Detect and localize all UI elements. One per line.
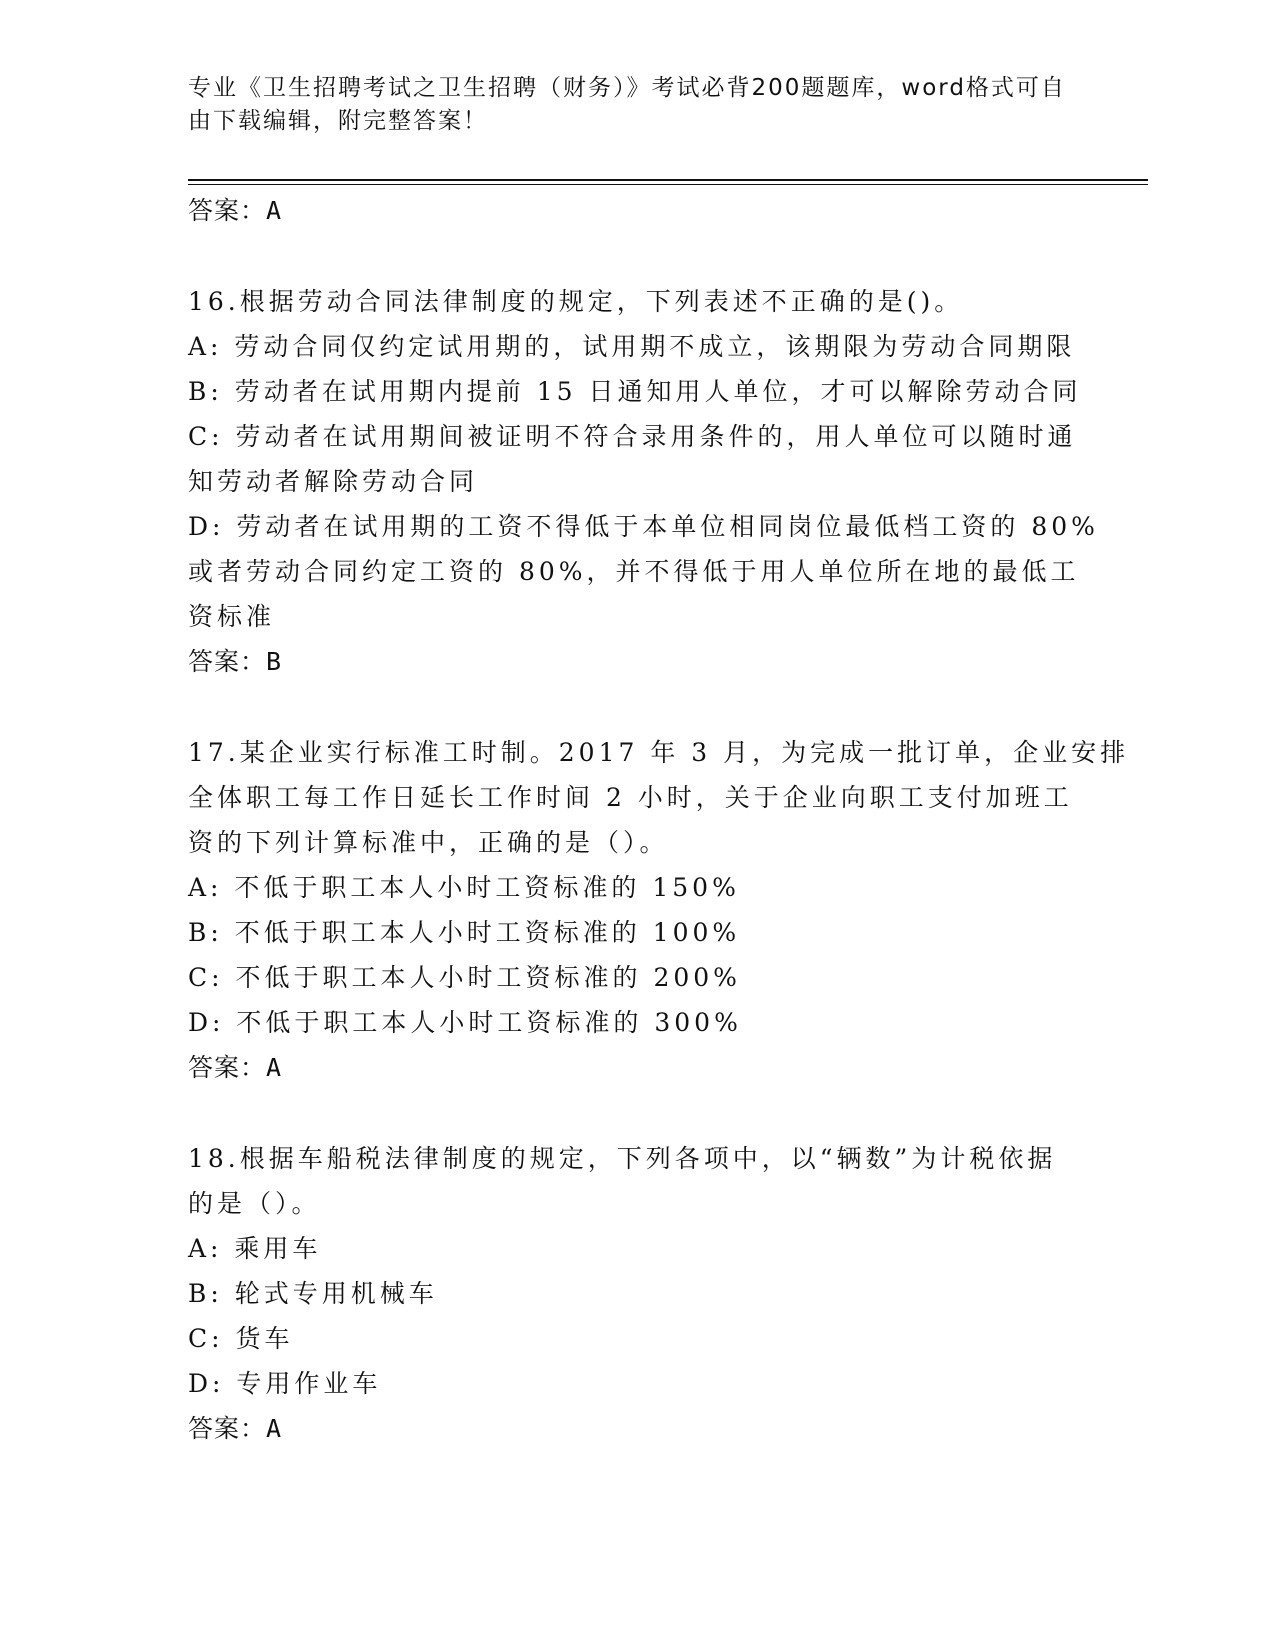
question-16-line: 16.根据劳动合同法律制度的规定，下列表述不正确的是()。 xyxy=(188,287,964,316)
question-17-line: D: 不低于职工本人小时工资标准的 300% xyxy=(188,1008,742,1037)
question-16-line: D: 劳动者在试用期的工资不得低于本单位相同岗位最低档工资的 80% xyxy=(188,512,1099,541)
question-18-line: B: 轮式专用机械车 xyxy=(188,1279,438,1308)
question-16-line: 资标准 xyxy=(188,602,276,631)
question-17-line: 全体职工每工作日延长工作时间 2 小时，关于企业向职工支付加班工 xyxy=(188,783,1073,812)
question-16-line: B: 劳动者在试用期内提前 15 日通知用人单位，才可以解除劳动合同 xyxy=(188,377,1082,406)
question-16-line: C: 劳动者在试用期间被证明不符合录用条件的，用人单位可以随时通 xyxy=(188,422,1077,451)
question-17-line: C: 不低于职工本人小时工资标准的 200% xyxy=(188,963,741,992)
header-line-2: 由下载编辑，附完整答案！ xyxy=(188,108,488,134)
question-16 xyxy=(188,279,1099,684)
spacer xyxy=(188,684,1088,730)
header-line-1: 专业《卫生招聘考试之卫生招聘（财务）》考试必背200题题库，word格式可自 xyxy=(188,75,1066,101)
question-18-line: 的是（）。 xyxy=(188,1189,321,1218)
question-16-line: 或者劳动合同约定工资的 80%，并不得低于用人单位所在地的最低工 xyxy=(188,557,1080,586)
question-18 xyxy=(188,1136,1088,1451)
header-rule-thick xyxy=(188,179,1148,181)
answer-18: 答案：A xyxy=(188,1414,283,1443)
answer-17: 答案：A xyxy=(188,1053,283,1082)
spacer xyxy=(188,1090,1088,1136)
question-17 xyxy=(188,730,1130,1090)
question-17-line: B: 不低于职工本人小时工资标准的 100% xyxy=(188,918,741,947)
question-17-line: 17.某企业实行标准工时制。2017 年 3 月，为完成一批订单，企业安排 xyxy=(188,738,1130,767)
document-body xyxy=(188,188,1130,1451)
question-16-line: 知劳动者解除劳动合同 xyxy=(188,467,479,496)
question-18-line: A: 乘用车 xyxy=(188,1234,322,1263)
question-17-line: A: 不低于职工本人小时工资标准的 150% xyxy=(188,873,740,902)
question-17-line: 资的下列计算标准中，正确的是（）。 xyxy=(188,828,669,857)
question-16-line: A: 劳动合同仅约定试用期的，试用期不成立，该期限为劳动合同期限 xyxy=(188,332,1076,361)
question-18-line: 18.根据车船税法律制度的规定，下列各项中，以“辆数”为计税依据 xyxy=(188,1144,1057,1173)
document-header xyxy=(188,72,1068,138)
question-18-line: D: 专用作业车 xyxy=(188,1369,382,1398)
header-rule-thin xyxy=(188,184,1148,185)
answer-16: 答案：B xyxy=(188,647,283,676)
question-18-line: C: 货车 xyxy=(188,1324,294,1353)
answer-15: 答案：A xyxy=(188,196,283,225)
spacer xyxy=(188,233,1088,279)
